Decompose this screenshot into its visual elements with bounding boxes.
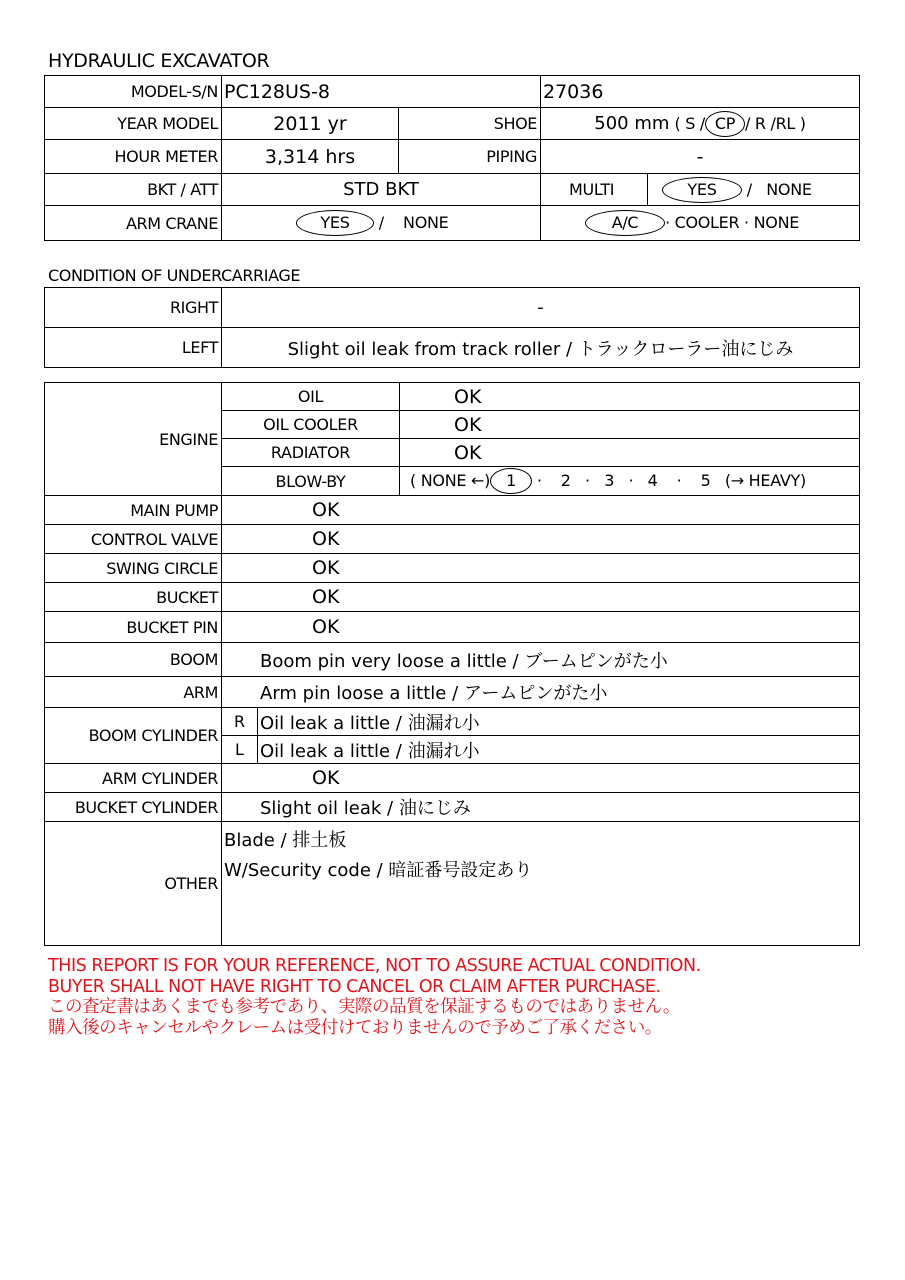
shoe-value <box>541 108 860 140</box>
arm-crane-value <box>222 206 541 241</box>
spec-table <box>44 75 860 241</box>
bucket-label: BUCKET <box>45 583 222 612</box>
bkt-att-value: STD BKT <box>222 174 541 206</box>
multi-separator: / <box>746 179 752 199</box>
undercarriage-table <box>44 287 860 368</box>
blow-by-4: 4 <box>647 471 658 490</box>
main-pump-label: MAIN PUMP <box>45 496 222 525</box>
swing-circle-label: SWING CIRCLE <box>45 554 222 583</box>
blow-by-dot-4: · <box>676 471 682 490</box>
blow-by-label: BLOW-BY <box>222 467 400 496</box>
undercarriage-left-label: LEFT <box>45 328 222 368</box>
bucket-pin-value: OK <box>222 612 860 643</box>
document-title: HYDRAULIC EXCAVATOR <box>48 50 270 72</box>
condition-table <box>44 382 860 946</box>
shoe-option-rest: / R /RL ) <box>745 113 806 133</box>
arm-crane-label: ARM CRANE <box>45 206 222 241</box>
shoe-size: 500 mm <box>594 112 670 134</box>
oil-cooler-value: OK <box>400 411 860 439</box>
multi-none: NONE <box>766 179 812 199</box>
blow-by-scale <box>400 467 860 496</box>
undercarriage-right-value: - <box>222 288 860 328</box>
year-model-value: 2011 yr <box>222 108 399 140</box>
boom-cylinder-r-label: R <box>222 708 258 736</box>
bucket-cylinder-value: Slight oil leak / 油にじみ <box>222 793 860 822</box>
arm-cylinder-label: ARM CYLINDER <box>45 764 222 793</box>
blow-by-selected-oval: 1 <box>490 468 532 494</box>
shoe-label: SHOE <box>399 108 541 140</box>
arm-crane-separator: / <box>378 213 384 232</box>
piping-value: - <box>541 140 860 174</box>
arm-crane-none: NONE <box>403 213 449 232</box>
boom-cylinder-l-value: Oil leak a little / 油漏れ小 <box>258 736 860 764</box>
disclaimer-line-4: 購入後のキャンセルやクレームは受付けておりませんので予めご了承ください。 <box>48 1017 662 1038</box>
radiator-value: OK <box>400 439 860 467</box>
engine-label: ENGINE <box>45 383 222 496</box>
disclaimer <box>48 956 701 1038</box>
radiator-label: RADIATOR <box>222 439 400 467</box>
serial-value: 27036 <box>541 76 860 108</box>
ac-value <box>541 206 860 241</box>
blow-by-dot-2: · <box>585 471 590 490</box>
shoe-selected-oval: CP <box>705 111 745 137</box>
multi-yes-oval: YES <box>662 177 742 203</box>
arm-crane-yes-oval: YES <box>296 210 374 236</box>
blow-by-3: 3 <box>604 471 615 490</box>
model-value: PC128US-8 <box>222 76 541 108</box>
oil-value: OK <box>400 383 860 411</box>
main-pump-value: OK <box>222 496 860 525</box>
year-model-label: YEAR MODEL <box>45 108 222 140</box>
piping-label: PIPING <box>399 140 541 174</box>
boom-cylinder-r-value: Oil leak a little / 油漏れ小 <box>258 708 860 736</box>
model-sn-label: MODEL-S/N <box>45 76 222 108</box>
shoe-option-s: ( S / <box>674 113 705 133</box>
hour-meter-value: 3,314 hrs <box>222 140 399 174</box>
blow-by-none: ( NONE ←) <box>410 471 491 490</box>
swing-circle-value: OK <box>222 554 860 583</box>
other-label: OTHER <box>45 822 222 946</box>
control-valve-value: OK <box>222 525 860 554</box>
multi-label: MULTI <box>541 174 648 206</box>
bucket-cylinder-label: BUCKET CYLINDER <box>45 793 222 822</box>
boom-cylinder-l-label: L <box>222 736 258 764</box>
arm-value: Arm pin loose a little / アームピンがた小 <box>222 677 860 708</box>
undercarriage-title: CONDITION OF UNDERCARRIAGE <box>48 266 301 285</box>
other-line-blade: Blade / 排土板 <box>224 830 347 851</box>
blow-by-dot-3: · <box>628 471 634 490</box>
boom-value: Boom pin very loose a little / ブームピンがた小 <box>222 643 860 677</box>
control-valve-label: CONTROL VALVE <box>45 525 222 554</box>
multi-value <box>648 174 860 206</box>
blow-by-2: 2 <box>560 471 571 490</box>
boom-label: BOOM <box>45 643 222 677</box>
bucket-pin-label: BUCKET PIN <box>45 612 222 643</box>
other-line-security: W/Security code / 暗証番号設定あり <box>224 860 533 881</box>
blow-by-dot-1: · <box>536 471 542 490</box>
undercarriage-right-label: RIGHT <box>45 288 222 328</box>
disclaimer-line-3: この査定書はあくまでも参考であり、実際の品質を保証するものではありません。 <box>48 997 680 1017</box>
ac-selected-oval: A/C <box>585 210 665 236</box>
disclaimer-line-1: THIS REPORT IS FOR YOUR REFERENCE, NOT TO ASSURE ACTUAL CONDITION. <box>48 956 701 976</box>
arm-label: ARM <box>45 677 222 708</box>
arm-cylinder-value: OK <box>222 764 860 793</box>
boom-cylinder-label: BOOM CYLINDER <box>45 708 222 764</box>
blow-by-heavy: (→ HEAVY) <box>724 471 806 490</box>
blow-by-5: 5 <box>700 471 711 490</box>
disclaimer-line-2: BUYER SHALL NOT HAVE RIGHT TO CANCEL OR CLAIM AFTER PURCHASE. <box>48 976 661 997</box>
hour-meter-label: HOUR METER <box>45 140 222 174</box>
ac-options: · COOLER · NONE <box>665 213 800 232</box>
oil-label: OIL <box>222 383 400 411</box>
other-value <box>222 822 860 946</box>
undercarriage-left-value: Slight oil leak from track roller / トラックローラー油にじみ <box>222 328 860 368</box>
oil-cooler-label: OIL COOLER <box>222 411 400 439</box>
bucket-value: OK <box>222 583 860 612</box>
bkt-att-label: BKT / ATT <box>45 174 222 206</box>
